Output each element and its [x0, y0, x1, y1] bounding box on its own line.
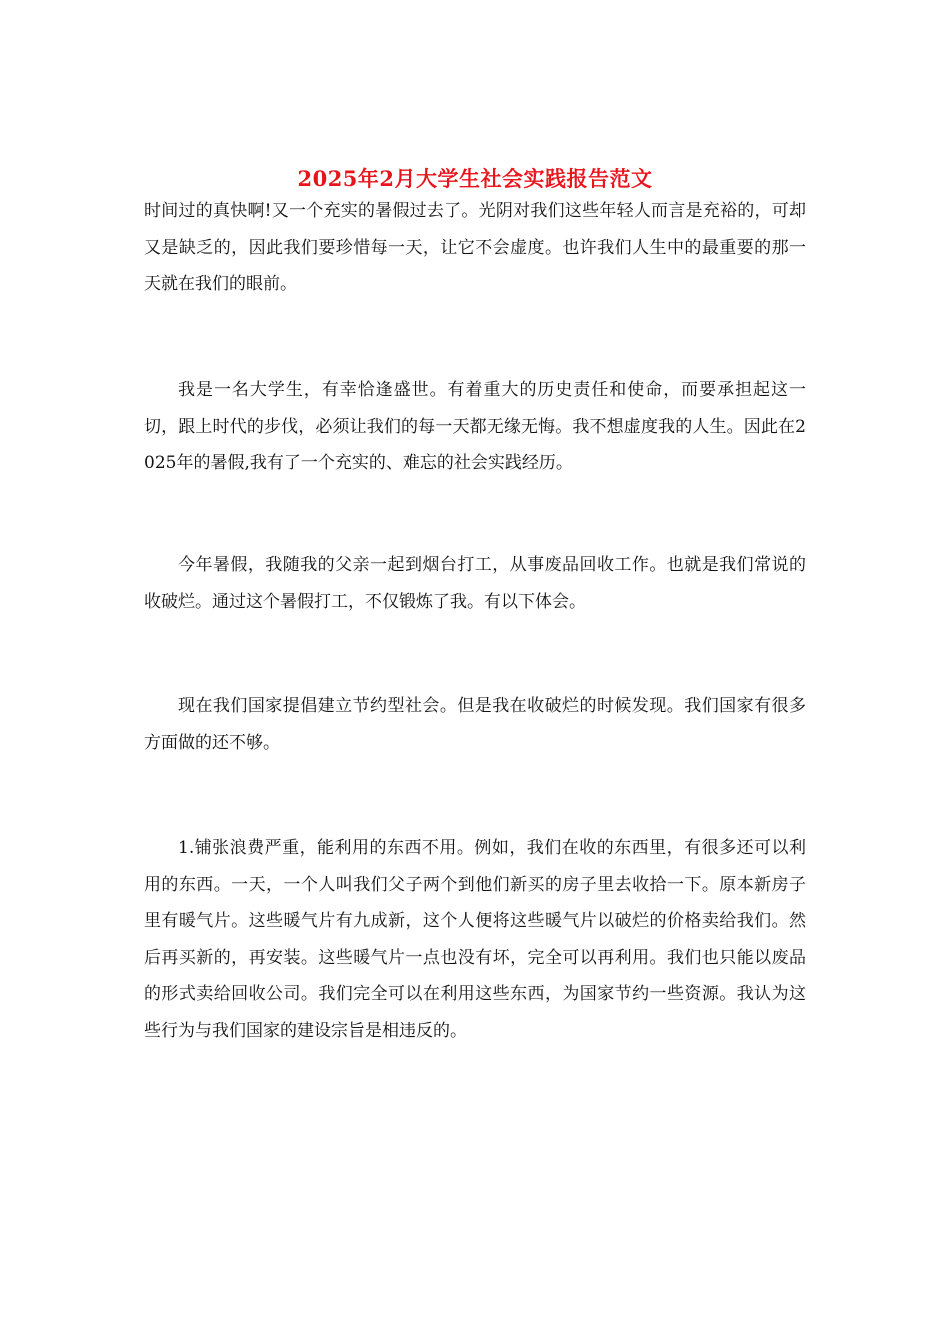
paragraph-point-one: 1.铺张浪费严重，能利用的东西不用。例如，我们在收的东西里，有很多还可以利用的东西。一天，一个人叫我们父子两个到他们新买的房子里去收拾一下。原本新房子里有暖气片。这些暖气片有九成新，这个人便将这些暖气片以破烂的价格卖给我们。然后再买新的，再安装。这些暖气片一点也没有坏，完全可以再利用。我们也只能以废品的形式卖给回收公司。我们完全可以在利用这些东西，为国家节约一些资源。我认为这些行为与我们国家的建设宗旨是相违反的。 [144, 838, 806, 1041]
document-title: 2025年2月大学生社会实践报告范文 [297, 166, 653, 192]
paragraph-student: 我是一名大学生，有幸恰逢盛世。有着重大的历史责任和使命，而要承担起这一切，跟上时代的步伐，必须让我们的每一天都无缘无悔。我不想虚度我的人生。因此在2025年的暑假,我有了一个充实的、难忘的社会实践经历。 [144, 380, 806, 473]
paragraph-summer-work: 今年暑假，我随我的父亲一起到烟台打工，从事废品回收工作。也就是我们常说的收破烂。通过这个暑假打工，不仅锻炼了我。有以下体会。 [144, 555, 806, 612]
paragraph-saving-society: 现在我们国家提倡建立节约型社会。但是我在收破烂的时候发现。我们国家有很多方面做的还不够。 [144, 696, 806, 753]
paragraph-intro: 时间过的真快啊!又一个充实的暑假过去了。光阴对我们这些年轻人而言是充裕的，可却又是缺乏的，因此我们要珍惜每一天，让它不会虚度。也许我们人生中的最重要的那一天就在我们的眼前。 [144, 201, 806, 294]
